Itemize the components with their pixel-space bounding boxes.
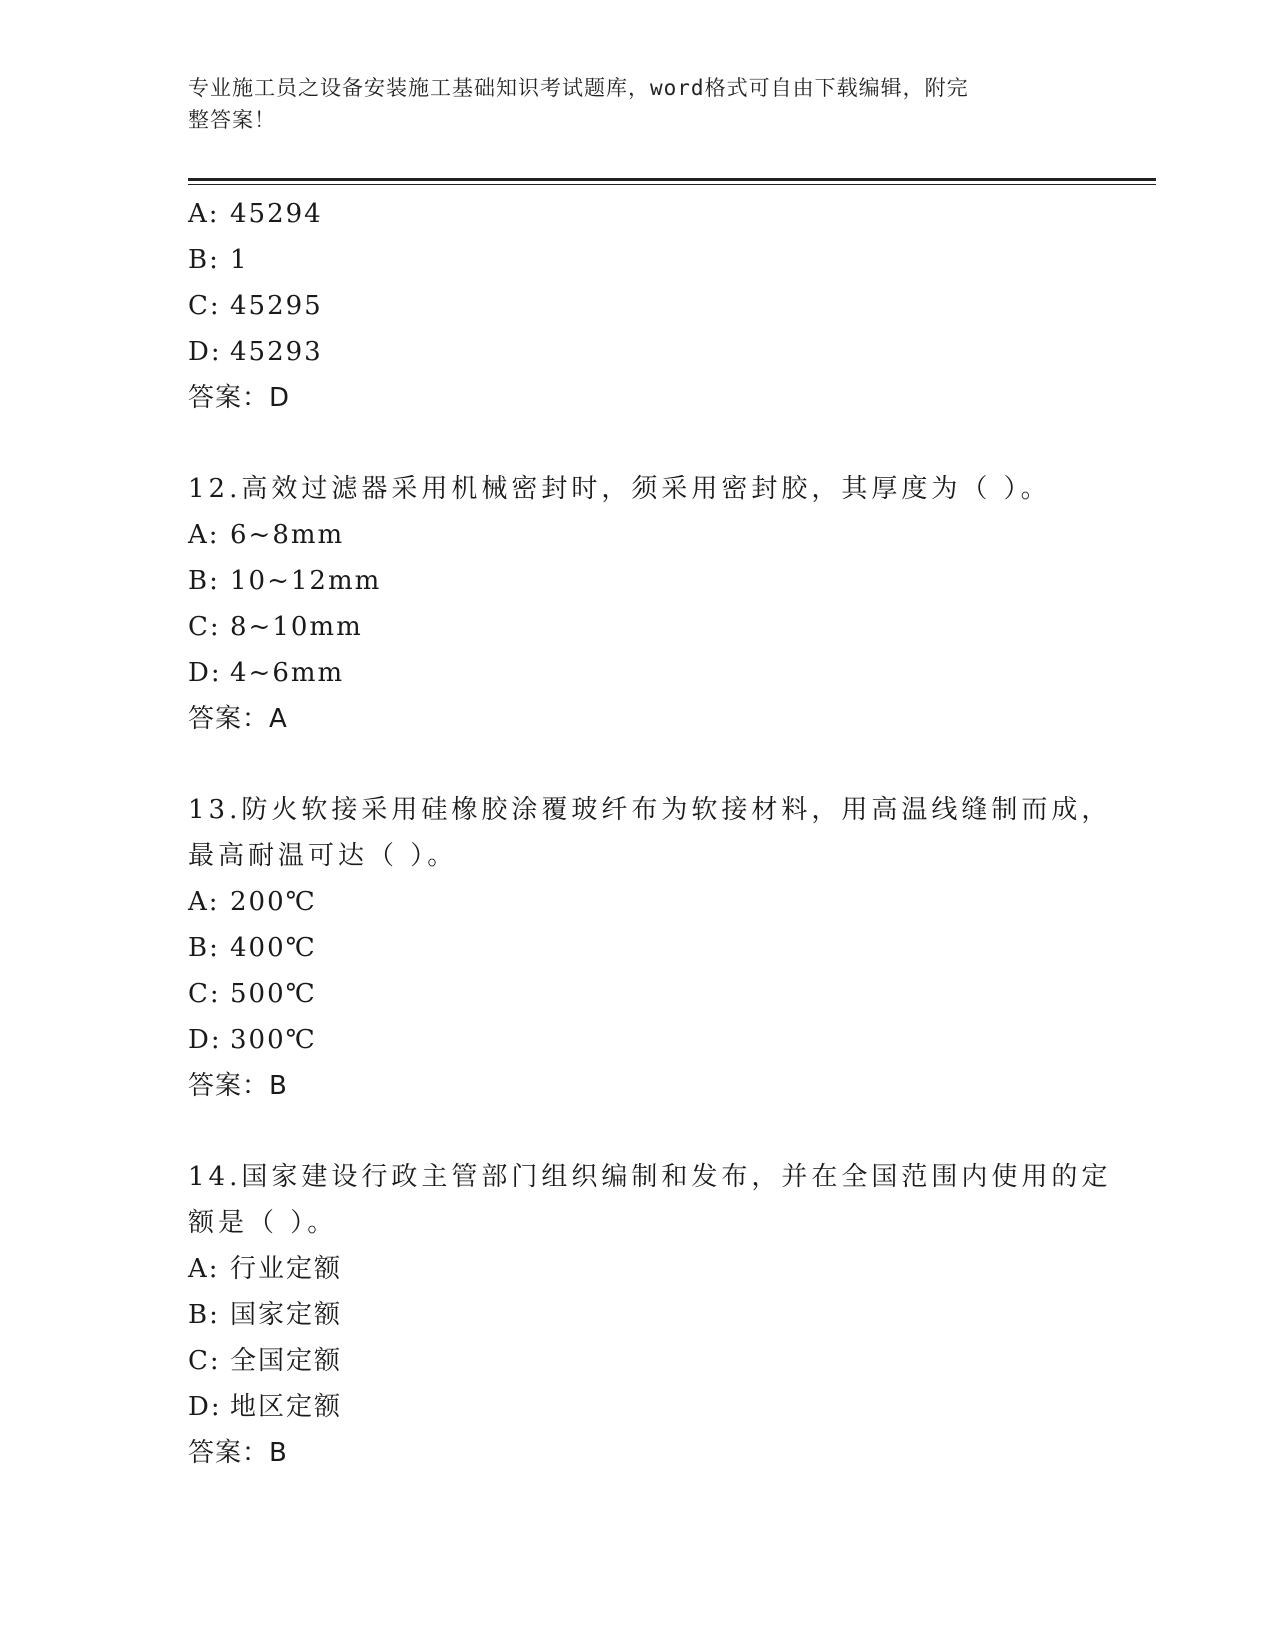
option-d: D: 300℃ <box>188 1025 317 1055</box>
answer: 答案：B <box>188 1071 288 1101</box>
document-header <box>188 72 1068 136</box>
option-a: A: 行业定额 <box>188 1254 343 1284</box>
answer: 答案：D <box>188 383 291 413</box>
option-c: C: 全国定额 <box>188 1346 343 1376</box>
header-line-2: 整答案！ <box>188 108 276 132</box>
header-rule-thin <box>188 184 1156 185</box>
question-13 <box>188 787 1112 1109</box>
option-b: B: 1 <box>188 245 249 275</box>
option-d: D: 45293 <box>188 337 323 367</box>
option-d: D: 地区定额 <box>188 1392 343 1422</box>
question-14 <box>188 1154 1112 1476</box>
stem-line: 13.防火软接采用硅橡胶涂覆玻纤布为软接材料，用高温线缝制而成， <box>188 795 1112 825</box>
question-stem <box>188 787 1112 879</box>
stem-line: 14.国家建设行政主管部门组织编制和发布，并在全国范围内使用的定 <box>188 1162 1112 1192</box>
stem-line: 最高耐温可达（ ）。 <box>188 841 458 871</box>
option-b: B: 10~12mm <box>188 566 382 596</box>
option-c: C: 45295 <box>188 291 323 321</box>
question-stem <box>188 1154 1112 1246</box>
option-a: A: 6~8mm <box>188 520 345 550</box>
option-b: B: 国家定额 <box>188 1300 343 1330</box>
option-a: A: 45294 <box>188 199 323 229</box>
stem-line: 12.高效过滤器采用机械密封时，须采用密封胶，其厚度为（ ）。 <box>188 474 1051 504</box>
question-stem <box>188 466 1088 512</box>
option-d: D: 4~6mm <box>188 658 345 688</box>
header-line-1: 专业施工员之设备安装施工基础知识考试题库，word格式可自由下载编辑，附完 <box>188 76 969 100</box>
option-c: C: 500℃ <box>188 979 317 1009</box>
header-rule-thick <box>188 178 1156 181</box>
answer: 答案：A <box>188 704 288 734</box>
stem-line: 额是（ ）。 <box>188 1208 338 1238</box>
option-b: B: 400℃ <box>188 933 317 963</box>
option-a: A: 200℃ <box>188 887 317 917</box>
question-11-continued <box>188 191 1088 421</box>
question-12 <box>188 466 1088 742</box>
option-c: C: 8~10mm <box>188 612 363 642</box>
question-list <box>188 191 1112 1476</box>
answer: 答案：B <box>188 1438 288 1468</box>
